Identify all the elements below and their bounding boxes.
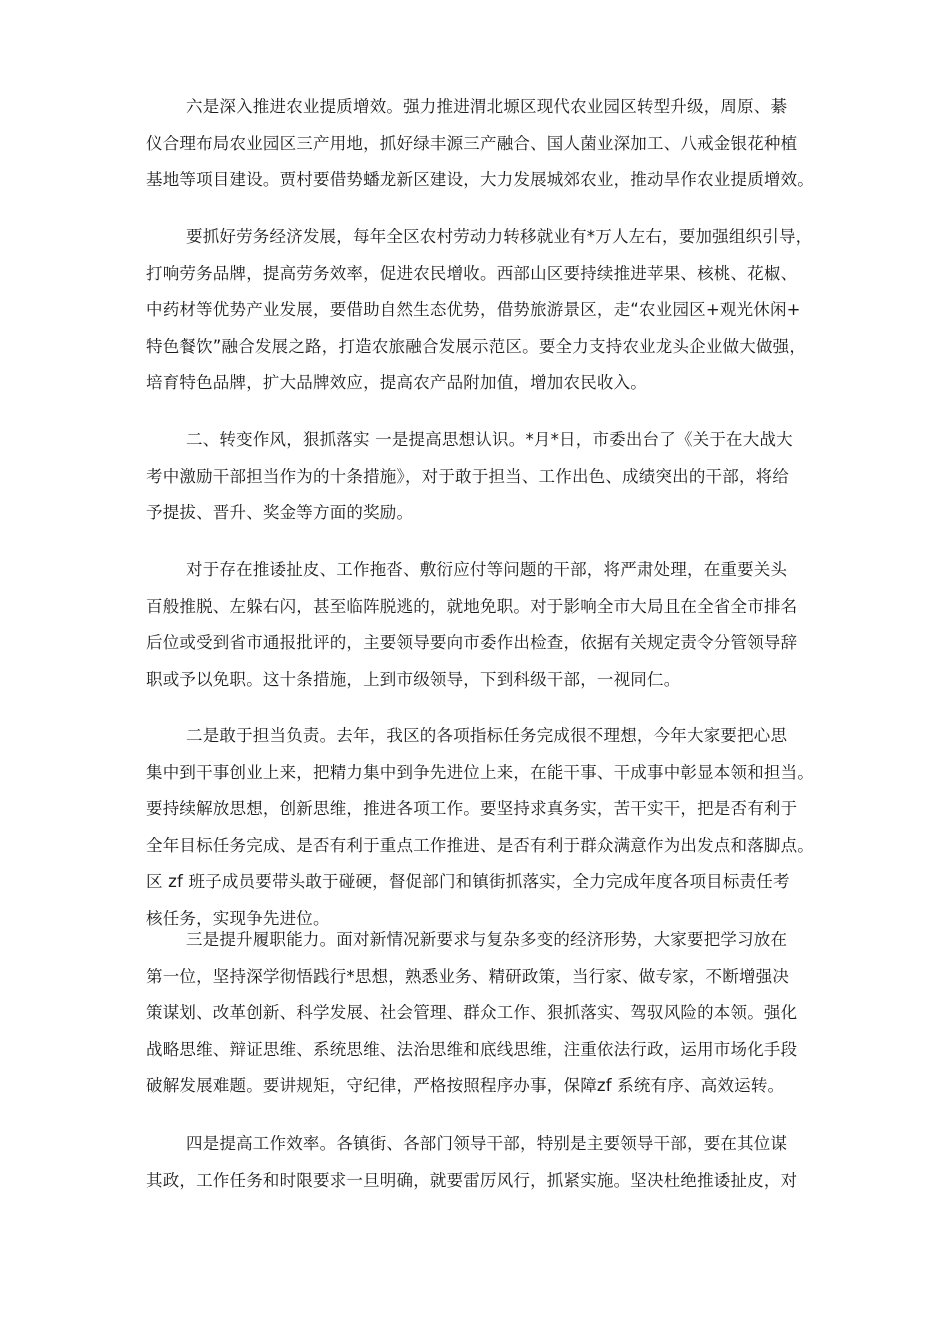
text-line: 特色餐饮”融合发展之路，打造农旅融合发展示范区。要全力支持农业龙头企业做大做强， xyxy=(146,336,807,356)
text-line: 全年目标任务完成、是否有利于重点工作推进、是否有利于群众满意作为出发点和落脚点。 xyxy=(146,835,814,855)
text-line: 二、转变作风，狠抓落实 一是提高思想认识。*月*日，市委出台了《关于在大战大 xyxy=(186,430,793,449)
text-line: 百般推脱、左躲右闪，甚至临阵脱逃的，就地免职。对于影响全市大局且在全省全市排名 xyxy=(146,596,798,616)
text-line: 培育特色品牌，扩大品牌效应，提高农产品附加值，增加农民收入。 xyxy=(146,373,647,392)
paragraph-take-responsibility xyxy=(146,718,826,937)
text-line: 第一位，坚持深学彻悟践行*思想，熟悉业务、精研政策，当行家、做专家，不断增强决 xyxy=(146,966,790,986)
text-line: 二是敢于担当负责。去年，我区的各项指标任务完成很不理想，今年大家要把心思 xyxy=(186,726,788,745)
text-line: 对于存在推诿扯皮、工作拖沓、敷衍应付等问题的干部，将严肃处理，在重要关头 xyxy=(186,560,788,579)
text-line: 策谋划、改革创新、科学发展、社会管理、群众工作、狠抓落实、驾驭风险的本领。强化 xyxy=(146,1003,798,1022)
text-line: 集中到干事创业上来，把精力集中到争先进位上来，在能干事、干成事中彰显本领和担当。 xyxy=(146,762,814,782)
text-line: 破解发展难题。要讲规矩，守纪律，严格按照程序办事，保障zf 系统有序、高效运转。 xyxy=(146,1076,785,1095)
text-line: 其政，工作任务和时限要求一旦明确，就要雷厉风行，抓紧实施。坚决杜绝推诿扯皮，对 xyxy=(146,1170,798,1190)
text-line: 区 zf 班子成员要带头敢于碰硬，督促部门和镇街抓落实，全力完成年度各项目标责任考 xyxy=(146,872,790,891)
paragraph-agriculture-quality xyxy=(146,89,826,199)
text-line: 予提拔、晋升、奖金等方面的奖励。 xyxy=(146,503,414,522)
text-line: 四是提高工作效率。各镇街、各部门领导干部，特别是主要领导干部，要在其位谋 xyxy=(186,1134,788,1153)
paragraph-improve-ability xyxy=(146,922,826,1105)
text-line: 核任务，实现争先进位。 xyxy=(146,908,330,928)
text-line: 职或予以免职。这十条措施，上到市级领导，下到科级干部，一视同仁。 xyxy=(146,669,681,689)
text-line: 打响劳务品牌，提高劳务效率，促进农民增收。西部山区要持续推进苹果、核桃、花椒、 xyxy=(146,263,798,283)
text-line: 要抓好劳务经济发展，每年全区农村劳动力转移就业有*万人左右，要加强组织引导， xyxy=(186,227,813,246)
text-line: 基地等项目建设。贾村要借势蟠龙新区建设，大力发展城郊农业，推动旱作农业提质增效。 xyxy=(146,170,814,189)
text-line: 中药材等优势产业发展，要借助自然生态优势，借势旅游景区，走“农业园区+观光休闲+ xyxy=(146,300,801,319)
paragraph-accountability xyxy=(146,552,826,698)
text-line: 后位或受到省市通报批评的，主要领导要向市委作出检查，依据有关规定责令分管领导辞 xyxy=(146,633,798,652)
paragraph-work-style xyxy=(146,422,826,532)
paragraph-labor-economy xyxy=(146,219,826,402)
paragraph-efficiency xyxy=(146,1126,826,1199)
text-line: 仪合理布局农业园区三产用地，抓好绿丰源三产融合、国人菌业深加工、八戒金银花种植 xyxy=(146,133,798,153)
text-line: 六是深入推进农业提质增效。强力推进渭北塬区现代农业园区转型升级，周原、綦 xyxy=(186,97,788,116)
text-line: 考中激励干部担当作为的十条措施》，对于敢于担当、工作出色、成绩突出的干部，将给 xyxy=(146,466,790,486)
text-line: 战略思维、辩证思维、系统思维、法治思维和底线思维，注重依法行政，运用市场化手段 xyxy=(146,1039,798,1059)
text-line: 三是提升履职能力。面对新情况新要求与复杂多变的经济形势，大家要把学习放在 xyxy=(186,930,788,949)
text-line: 要持续解放思想，创新思维，推进各项工作。要坚持求真务实，苦干实干，把是否有利于 xyxy=(146,799,798,818)
